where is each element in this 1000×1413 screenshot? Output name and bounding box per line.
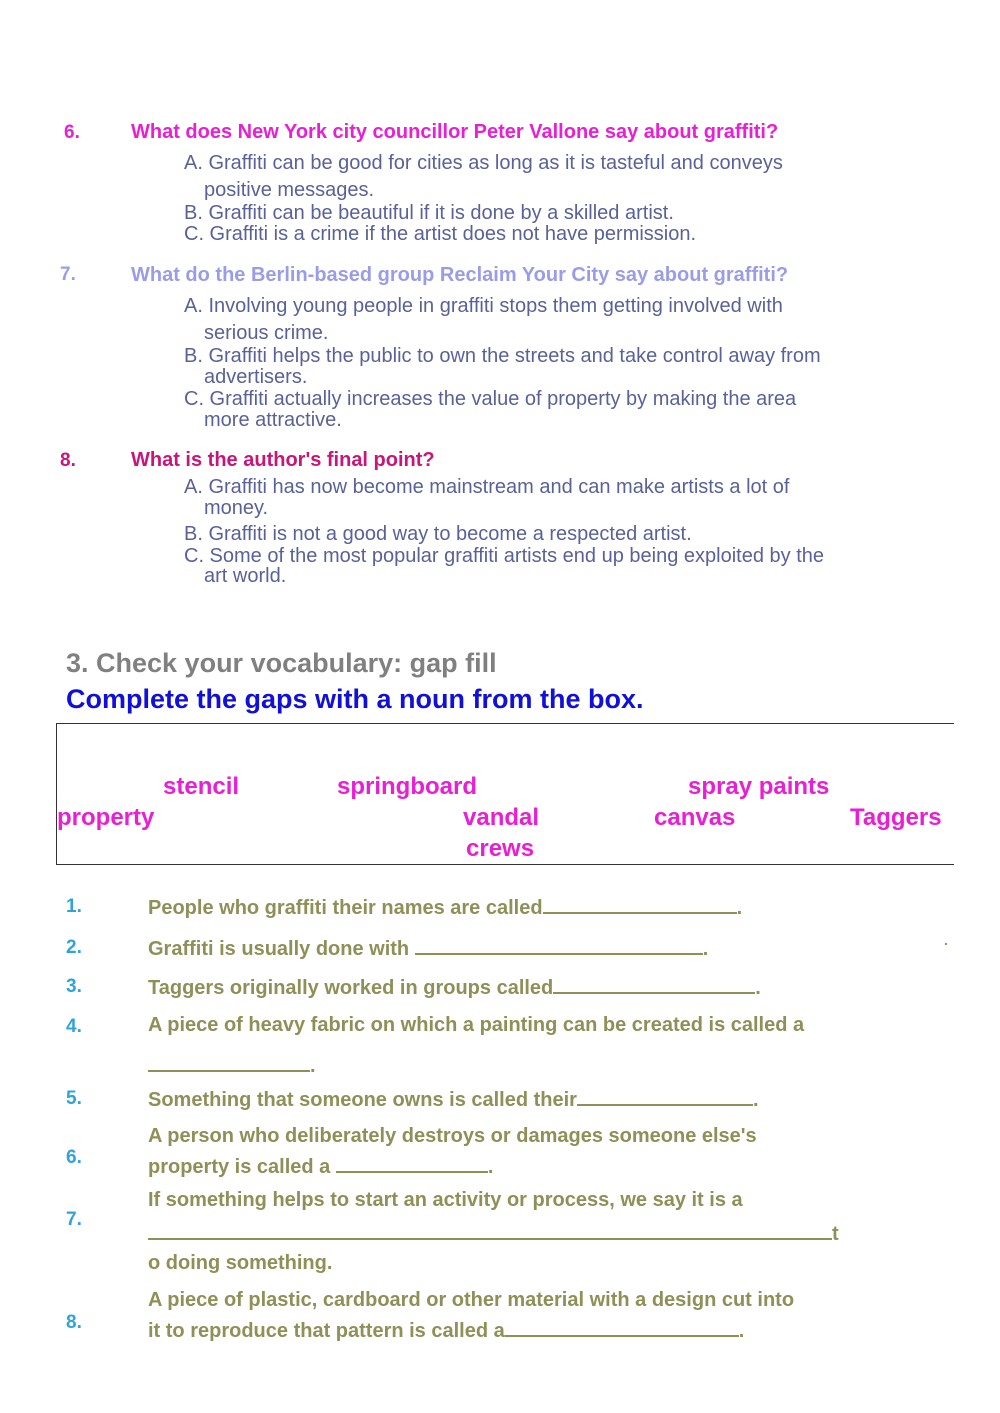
option-b: B. Graffiti can be beautiful if it is done by a skilled artist. <box>184 202 674 224</box>
gap-item-1 <box>148 894 742 920</box>
gap-item-6-line2 <box>148 1153 493 1179</box>
gap-text: o doing something. <box>148 1252 333 1274</box>
word-stencil: stencil <box>163 773 240 800</box>
gap-number: 6. <box>66 1147 82 1168</box>
option-c-cont: art world. <box>204 565 287 587</box>
option-a: A. Graffiti has now become mainstream and can make artists a lot of <box>184 476 790 498</box>
option-a: A. Graffiti can be good for cities as long as it is tasteful and conveys <box>184 152 783 174</box>
gap-text: it to reproduce that pattern is called a <box>148 1320 505 1342</box>
gap-number: 8. <box>66 1312 82 1333</box>
gap-text: t <box>832 1223 839 1245</box>
gap-text: A piece of heavy fabric on which a painting can be created is called a <box>148 1014 805 1036</box>
question-text: What do the Berlin-based group Reclaim Your City say about graffiti? <box>131 264 789 286</box>
gap-text: A person who deliberately destroys or damages someone else's <box>148 1125 757 1147</box>
gap-number: 2. <box>66 937 82 958</box>
option-c: C. Graffiti actually increases the value of property by making the area <box>184 388 797 410</box>
word-vandal: vandal <box>463 804 540 831</box>
gap-item-2 <box>148 935 708 961</box>
word-crews: crews <box>466 835 535 862</box>
gap-number: 4. <box>66 1016 82 1037</box>
period: . <box>487 1156 494 1178</box>
question-number: 6. <box>64 122 80 143</box>
period: . <box>752 1089 759 1111</box>
gap-item-4-line2 <box>148 1052 316 1078</box>
gap-number: 7. <box>66 1209 82 1230</box>
blank-5[interactable] <box>577 1086 753 1106</box>
gap-item-5 <box>148 1086 759 1112</box>
option-c-cont: more attractive. <box>204 409 342 431</box>
blank-3[interactable] <box>553 974 755 994</box>
option-b: B. Graffiti helps the public to own the streets and take control away from <box>184 345 821 367</box>
option-b-cont: advertisers. <box>204 366 308 388</box>
gap-text: Taggers originally worked in groups called <box>148 977 554 999</box>
blank-7[interactable] <box>148 1220 832 1240</box>
period: . <box>755 977 761 999</box>
question-text: What is the author's final point? <box>131 449 435 471</box>
gap-text: property is called a <box>148 1156 331 1178</box>
gap-number: 5. <box>66 1088 82 1109</box>
option-a-cont: serious crime. <box>204 322 329 344</box>
section-instruction: Complete the gaps with a noun from the box. <box>66 684 644 714</box>
period: . <box>702 938 709 960</box>
option-c: C. Graffiti is a crime if the artist does not have permission. <box>184 223 697 245</box>
word-taggers: Taggers <box>850 804 942 831</box>
blank-8[interactable] <box>505 1317 739 1337</box>
gap-number: 3. <box>66 976 82 997</box>
blank-1[interactable] <box>543 894 737 914</box>
blank-4[interactable] <box>148 1052 310 1072</box>
period: . <box>310 1055 316 1077</box>
period: . <box>736 897 743 919</box>
question-number: 7. <box>60 264 76 285</box>
gap-text: If something helps to start an activity or process, we say it is a <box>148 1189 743 1211</box>
option-c: C. Some of the most popular graffiti artists end up being exploited by the <box>184 545 824 567</box>
gap-item-7-line2 <box>148 1220 839 1246</box>
gap-number: 1. <box>66 896 82 917</box>
gap-item-8-line2 <box>148 1317 744 1343</box>
gap-text: A piece of plastic, cardboard or other material with a design cut into <box>148 1289 795 1311</box>
question-text: What does New York city councillor Peter Vallone say about graffiti? <box>131 121 779 143</box>
section-title: 3. Check your vocabulary: gap fill <box>66 648 497 678</box>
blank-6[interactable] <box>336 1153 488 1173</box>
gap-text: Graffiti is usually done with <box>148 938 410 960</box>
word-property: property <box>57 804 155 831</box>
question-number: 8. <box>60 450 76 471</box>
word-springboard: springboard <box>337 773 478 800</box>
option-a: A. Involving young people in graffiti stops them getting involved with <box>184 295 783 317</box>
option-a-cont: money. <box>204 497 269 519</box>
option-b: B. Graffiti is not a good way to become a respected artist. <box>184 523 692 545</box>
word-canvas: canvas <box>654 804 736 831</box>
period: . <box>738 1320 745 1342</box>
word-spray-paints: spray paints <box>688 773 830 800</box>
gap-item-3 <box>148 974 761 1000</box>
option-a-cont: positive messages. <box>204 179 375 201</box>
stray-dot: . <box>944 932 948 948</box>
gap-text: People who graffiti their names are called <box>148 897 543 919</box>
blank-2[interactable] <box>415 935 703 955</box>
gap-text: Something that someone owns is called their <box>148 1089 577 1111</box>
